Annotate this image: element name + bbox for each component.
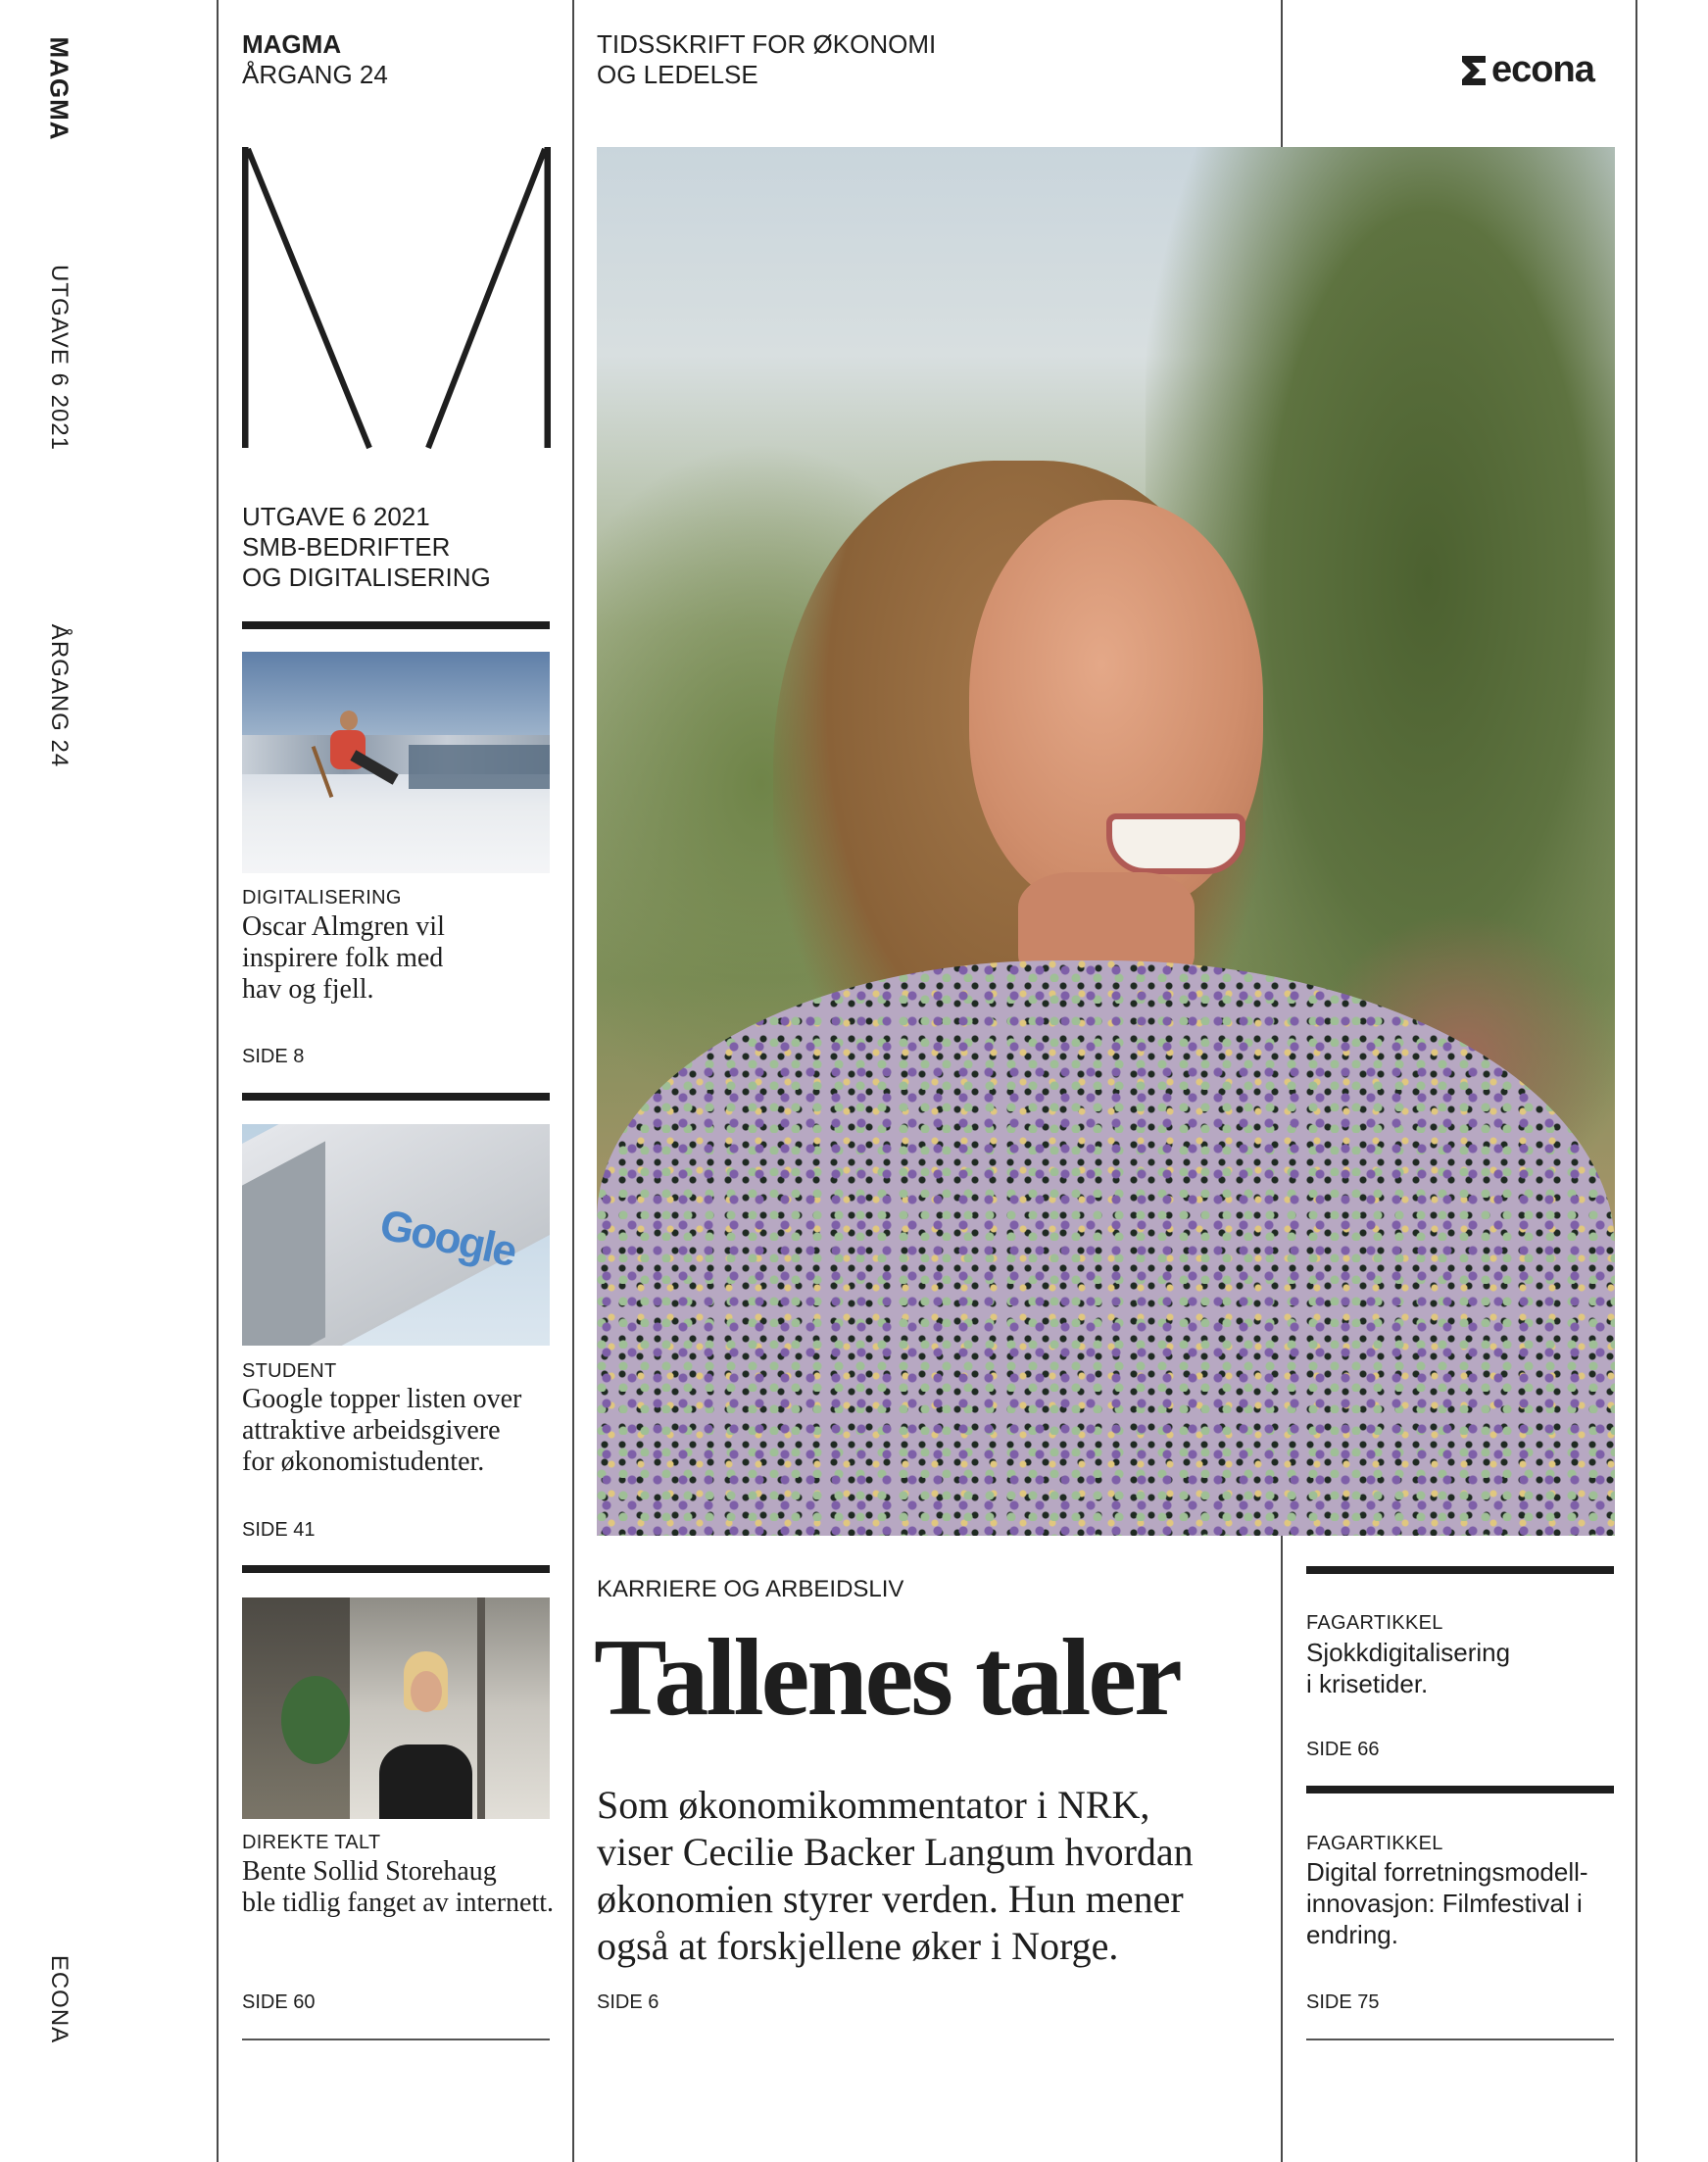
page-reference: SIDE 8 bbox=[242, 1046, 305, 1067]
dek-line: også at forskjellene øker i Norge. bbox=[597, 1924, 1119, 1968]
dek-line: viser Cecilie Backer Langum hvordan bbox=[597, 1830, 1194, 1874]
divider-bar bbox=[242, 621, 550, 629]
page-reference: SIDE 66 bbox=[1306, 1739, 1380, 1760]
article-headline[interactable] bbox=[1306, 1856, 1588, 1950]
column-rule-3b bbox=[1281, 1535, 1283, 2162]
article-headline[interactable] bbox=[242, 1384, 521, 1478]
cover-photo[interactable] bbox=[597, 147, 1615, 1536]
headline-line: inspirere folk med bbox=[242, 943, 444, 973]
econa-wordmark: econa bbox=[1491, 49, 1594, 90]
headline-line: Oscar Almgren vil bbox=[242, 911, 445, 942]
masthead-tagline bbox=[597, 29, 936, 90]
headline-line: hav og fjell. bbox=[242, 974, 374, 1005]
headline-line: Sjokkdigitalisering bbox=[1306, 1638, 1511, 1667]
column-rule-3 bbox=[1281, 0, 1283, 147]
spine-issue: UTGAVE 6 2021 bbox=[46, 265, 73, 451]
tagline-line-1: TIDSSKRIFT FOR ØKONOMI bbox=[597, 29, 937, 59]
divider-bar bbox=[1306, 1566, 1614, 1574]
issue-line-2: SMB-BEDRIFTER bbox=[242, 532, 451, 562]
econa-mark-icon bbox=[1460, 54, 1488, 87]
portrait-blouse bbox=[597, 960, 1615, 1536]
headline-line: innovasjon: Filmfestival i bbox=[1306, 1889, 1583, 1918]
page-reference: SIDE 75 bbox=[1306, 1991, 1380, 2013]
issue-line-1: UTGAVE 6 2021 bbox=[242, 502, 430, 531]
article-headline[interactable] bbox=[242, 911, 445, 1006]
bottom-rule bbox=[242, 2039, 550, 2040]
article-headline[interactable] bbox=[242, 1856, 554, 1919]
article-photo-mountain[interactable] bbox=[242, 652, 550, 873]
bottom-rule bbox=[1306, 2039, 1614, 2040]
headline-line: attraktive arbeidsgivere bbox=[242, 1415, 501, 1446]
page-reference: SIDE 41 bbox=[242, 1519, 316, 1541]
dek-line: økonomien styrer verden. Hun mener bbox=[597, 1877, 1184, 1921]
article-photo-atrium[interactable] bbox=[242, 1597, 550, 1819]
issue-line-3: OG DIGITALISERING bbox=[242, 563, 491, 592]
article-kicker: FAGARTIKKEL bbox=[1306, 1833, 1443, 1854]
headline-line: endring. bbox=[1306, 1920, 1398, 1949]
main-story-title[interactable]: Tallenes taler bbox=[594, 1617, 1180, 1739]
headline-line: i krisetider. bbox=[1306, 1669, 1429, 1698]
spine-brand: MAGMA bbox=[44, 35, 74, 141]
headline-line: Bente Sollid Storehaug bbox=[242, 1856, 497, 1887]
spine-volume: ÅRGANG 24 bbox=[46, 623, 73, 768]
google-sign: Google bbox=[375, 1201, 520, 1276]
divider-bar bbox=[242, 1093, 550, 1101]
article-headline[interactable] bbox=[1306, 1637, 1510, 1699]
headline-line: for økonomistudenter. bbox=[242, 1447, 485, 1477]
headline-line: ble tidlig fanget av internett. bbox=[242, 1888, 555, 1918]
volume-label: ÅRGANG 24 bbox=[242, 60, 388, 89]
headline-line: Digital forretningsmodell- bbox=[1306, 1857, 1588, 1887]
magazine-name: MAGMA bbox=[242, 29, 342, 59]
dek-line: Som økonomikommentator i NRK, bbox=[597, 1783, 1150, 1827]
article-kicker: FAGARTIKKEL bbox=[1306, 1612, 1443, 1634]
spine-publisher: ECONA bbox=[45, 1954, 73, 2044]
article-kicker: DIGITALISERING bbox=[242, 887, 402, 909]
article-kicker: DIREKTE TALT bbox=[242, 1832, 381, 1853]
page-reference: SIDE 6 bbox=[597, 1991, 659, 2013]
article-kicker: STUDENT bbox=[242, 1360, 337, 1382]
headline-line: Google topper listen over bbox=[242, 1384, 522, 1414]
page-reference: SIDE 60 bbox=[242, 1991, 316, 2013]
masthead-title bbox=[242, 29, 388, 90]
divider-bar bbox=[1306, 1786, 1614, 1793]
column-rule-2 bbox=[572, 0, 574, 2162]
column-rule-1 bbox=[217, 0, 219, 2162]
issue-info bbox=[242, 502, 491, 593]
column-rule-4 bbox=[1635, 0, 1637, 2162]
article-photo-google[interactable] bbox=[242, 1124, 550, 1346]
main-story-kicker: KARRIERE OG ARBEIDSLIV bbox=[597, 1576, 904, 1602]
main-story-dek bbox=[597, 1782, 1194, 1970]
person-figure bbox=[379, 1744, 472, 1819]
tagline-line-2: OG LEDELSE bbox=[597, 60, 758, 89]
econa-logo bbox=[1460, 49, 1594, 91]
magma-m-logo bbox=[242, 147, 551, 451]
divider-bar bbox=[242, 1565, 550, 1573]
